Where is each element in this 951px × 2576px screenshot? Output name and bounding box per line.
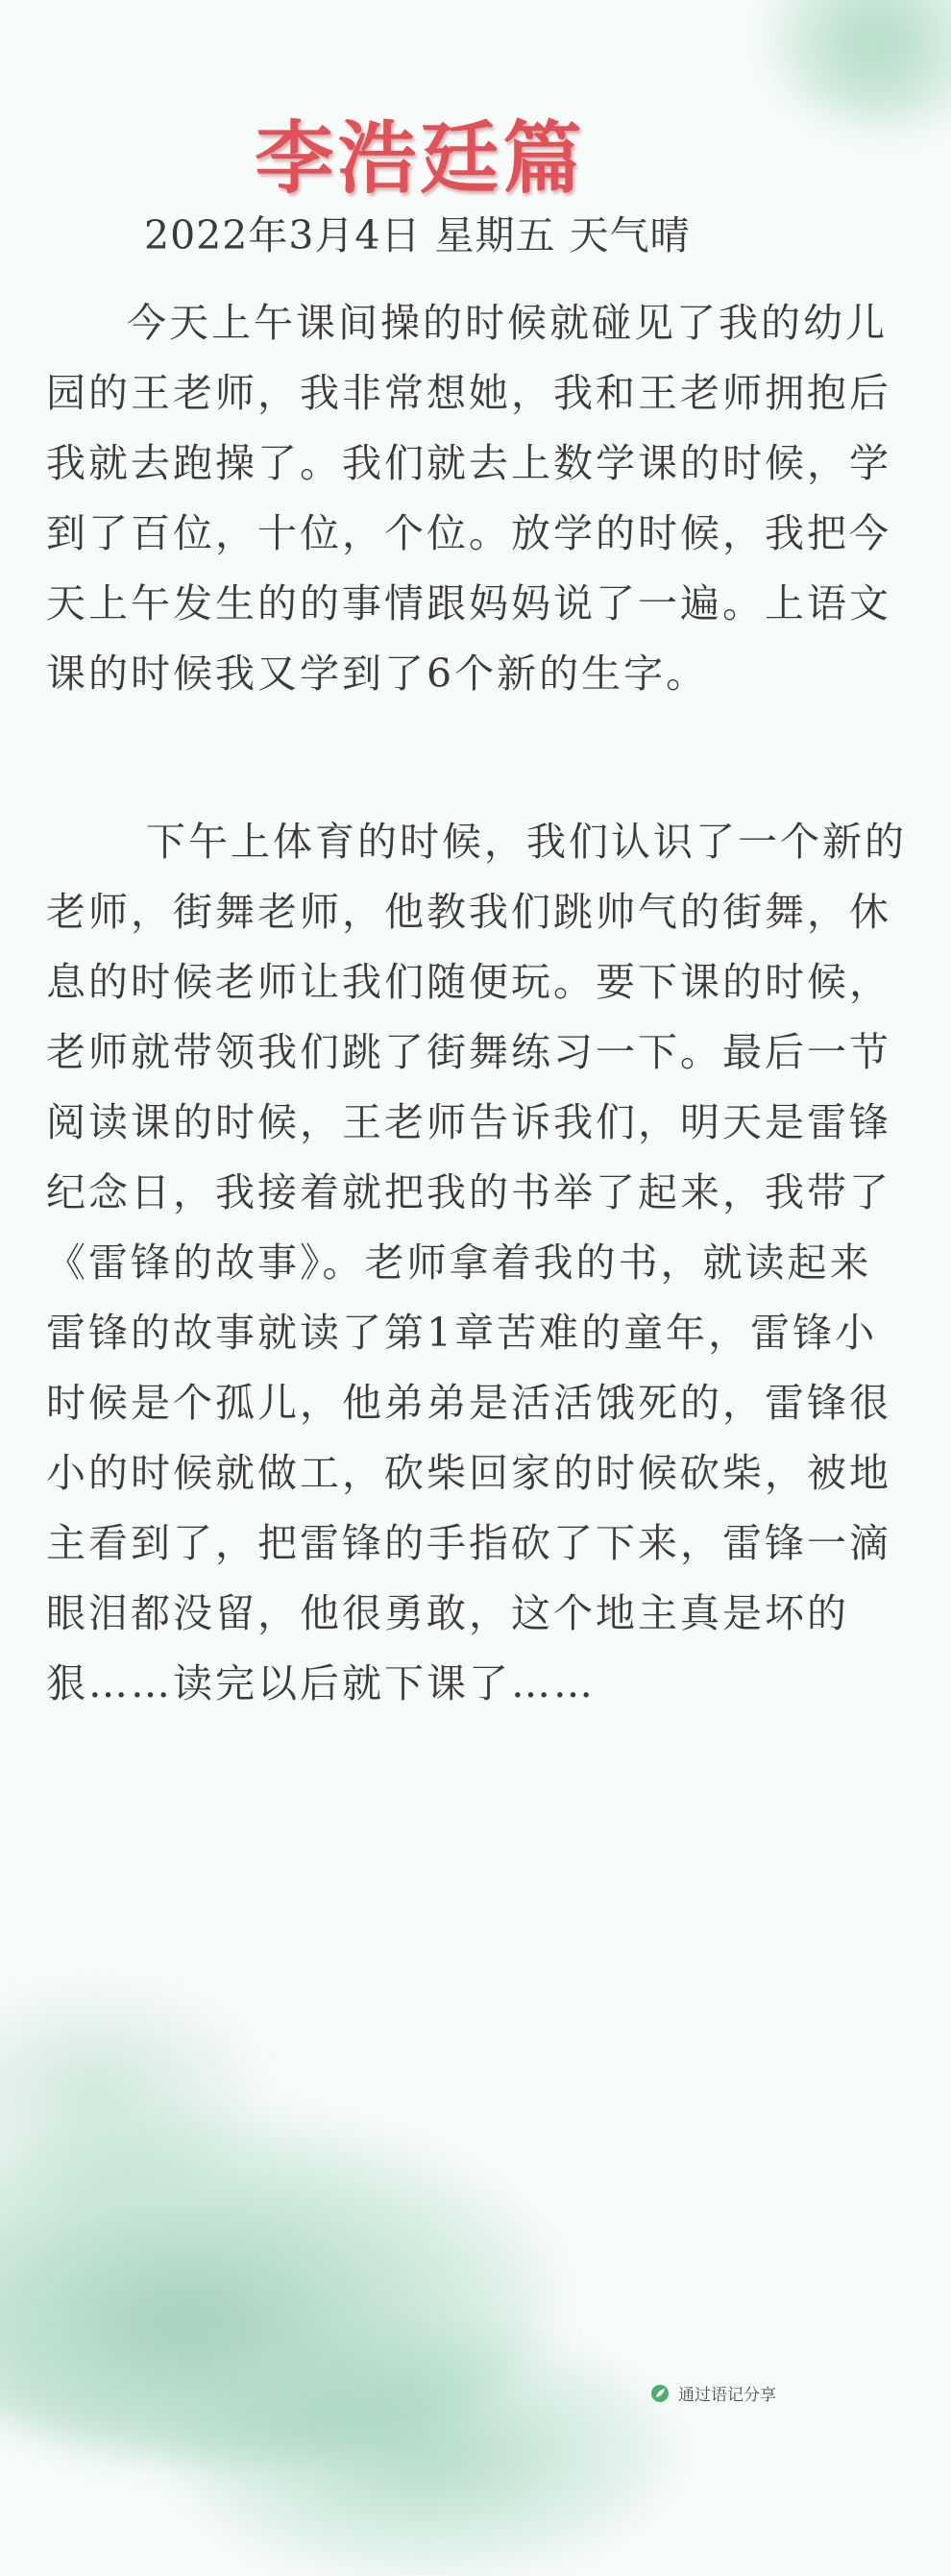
paragraph-1: 今天上午课间操的时候就碰见了我的幼儿园的王老师，我非常想她，我和王老师拥抱后我就去跑操了。我们就去上数学课的时候，学到了百位，十位，个位。放学的时候，我把今天上午发生的的事情跟妈妈说了一遍。上语文课的时候我又学到了6个新的生字。 xyxy=(46,300,891,697)
paragraph-2: 下午上体育的时候，我们认识了一个新的老师，街舞老师，他教我们跳帅气的街舞，休息的时候老师让我们随便玩。要下课的时候，老师就带领我们跳了街舞练习一下。最后一节阅读课的时候，王老师告诉我们，明天是雷锋纪念日，我接着就把我的书举了起来，我带了《雷锋的故事》。老师拿着我的书，就读起来雷锋的故事就读了第1章苦难的童年，雷锋小时候是个孤儿，他弟弟是活活饿死的，雷锋很小的时候就做工，砍柴回家的时候砍柴，被地主看到了，把雷锋的手指砍了下来，雷锋一滴眼泪都没留，他很勇敢，这个地主真是坏的狠……读完以后就下课了…… xyxy=(46,819,907,1706)
leaf-icon xyxy=(649,2383,671,2404)
watercolor-wash-bottom xyxy=(173,2326,672,2576)
share-text: 通过语记分享 xyxy=(678,2386,776,2405)
date-weather-line: 2022年3月4日 星期五 天气晴 xyxy=(144,212,691,258)
watercolor-wash-bottom-left xyxy=(0,2115,557,2461)
page-title: 李浩廷篇 xyxy=(255,113,586,205)
watercolor-wash-left xyxy=(0,1980,269,2211)
share-footer xyxy=(649,2381,776,2405)
